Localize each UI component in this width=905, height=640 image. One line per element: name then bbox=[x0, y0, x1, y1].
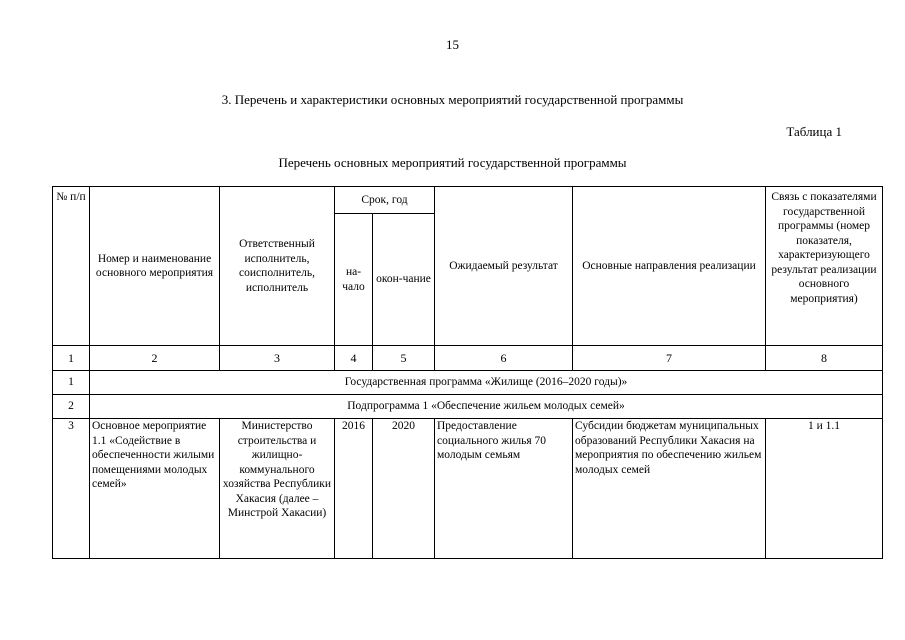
activity-start: 2016 bbox=[335, 419, 373, 559]
activity-end: 2020 bbox=[373, 419, 435, 559]
table-caption: Перечень основных мероприятий государственной программы bbox=[278, 155, 627, 170]
table-label: Таблица 1 bbox=[786, 124, 842, 139]
header-start: на-чало bbox=[335, 214, 373, 346]
column-number: 2 bbox=[90, 346, 220, 371]
column-number: 5 bbox=[373, 346, 435, 371]
column-number: 8 bbox=[766, 346, 883, 371]
activity-result: Предоставление социального жилья 70 молодым семьям bbox=[435, 419, 573, 559]
activity-name: Основное мероприятие 1.1 «Содействие в обеспеченности жилыми помещениями молодых семей» bbox=[90, 419, 220, 559]
header-name: Номер и наименование основного мероприятия bbox=[90, 187, 220, 346]
activity-executor: Министерство строительства и жилищно-коммунального хозяйства Республики Хакасия (далее – Минстрой Хакасии) bbox=[220, 419, 335, 559]
column-number: 4 bbox=[335, 346, 373, 371]
header-executor: Ответственный исполнитель, соисполнитель, исполнитель bbox=[220, 187, 335, 346]
header-result: Ожидаемый результат bbox=[435, 187, 573, 346]
header-end: окон-чание bbox=[373, 214, 435, 346]
column-number: 7 bbox=[573, 346, 766, 371]
program-row bbox=[53, 371, 883, 395]
table-header-row bbox=[53, 187, 883, 214]
row-number: 2 bbox=[53, 395, 90, 419]
table-row bbox=[53, 419, 883, 559]
activity-link: 1 и 1.1 bbox=[766, 419, 883, 559]
subprogram-row bbox=[53, 395, 883, 419]
subprogram-title: Подпрограмма 1 «Обеспечение жильем молодых семей» bbox=[90, 395, 883, 419]
activity-directions: Субсидии бюджетам муниципальных образований Республики Хакасия на мероприятия по обеспечению жильем молодых семей bbox=[573, 419, 766, 559]
column-number: 3 bbox=[220, 346, 335, 371]
row-number: 1 bbox=[53, 371, 90, 395]
section-title: 3. Перечень и характеристики основных мероприятий государственной программы bbox=[221, 92, 684, 107]
activities-table bbox=[52, 186, 883, 559]
header-directions: Основные направления реализации bbox=[573, 187, 766, 346]
header-link: Связь с показателями государственной программы (номер показателя, характеризующего результат реализации основного мероприятия) bbox=[766, 187, 883, 346]
header-num: № п/п bbox=[53, 187, 90, 346]
column-number: 1 bbox=[53, 346, 90, 371]
column-numbers-row bbox=[53, 346, 883, 371]
page-number: 15 bbox=[446, 37, 459, 52]
header-term: Срок, год bbox=[335, 187, 435, 214]
program-title: Государственная программа «Жилище (2016–2020 годы)» bbox=[90, 371, 883, 395]
row-number: 3 bbox=[53, 419, 90, 559]
column-number: 6 bbox=[435, 346, 573, 371]
